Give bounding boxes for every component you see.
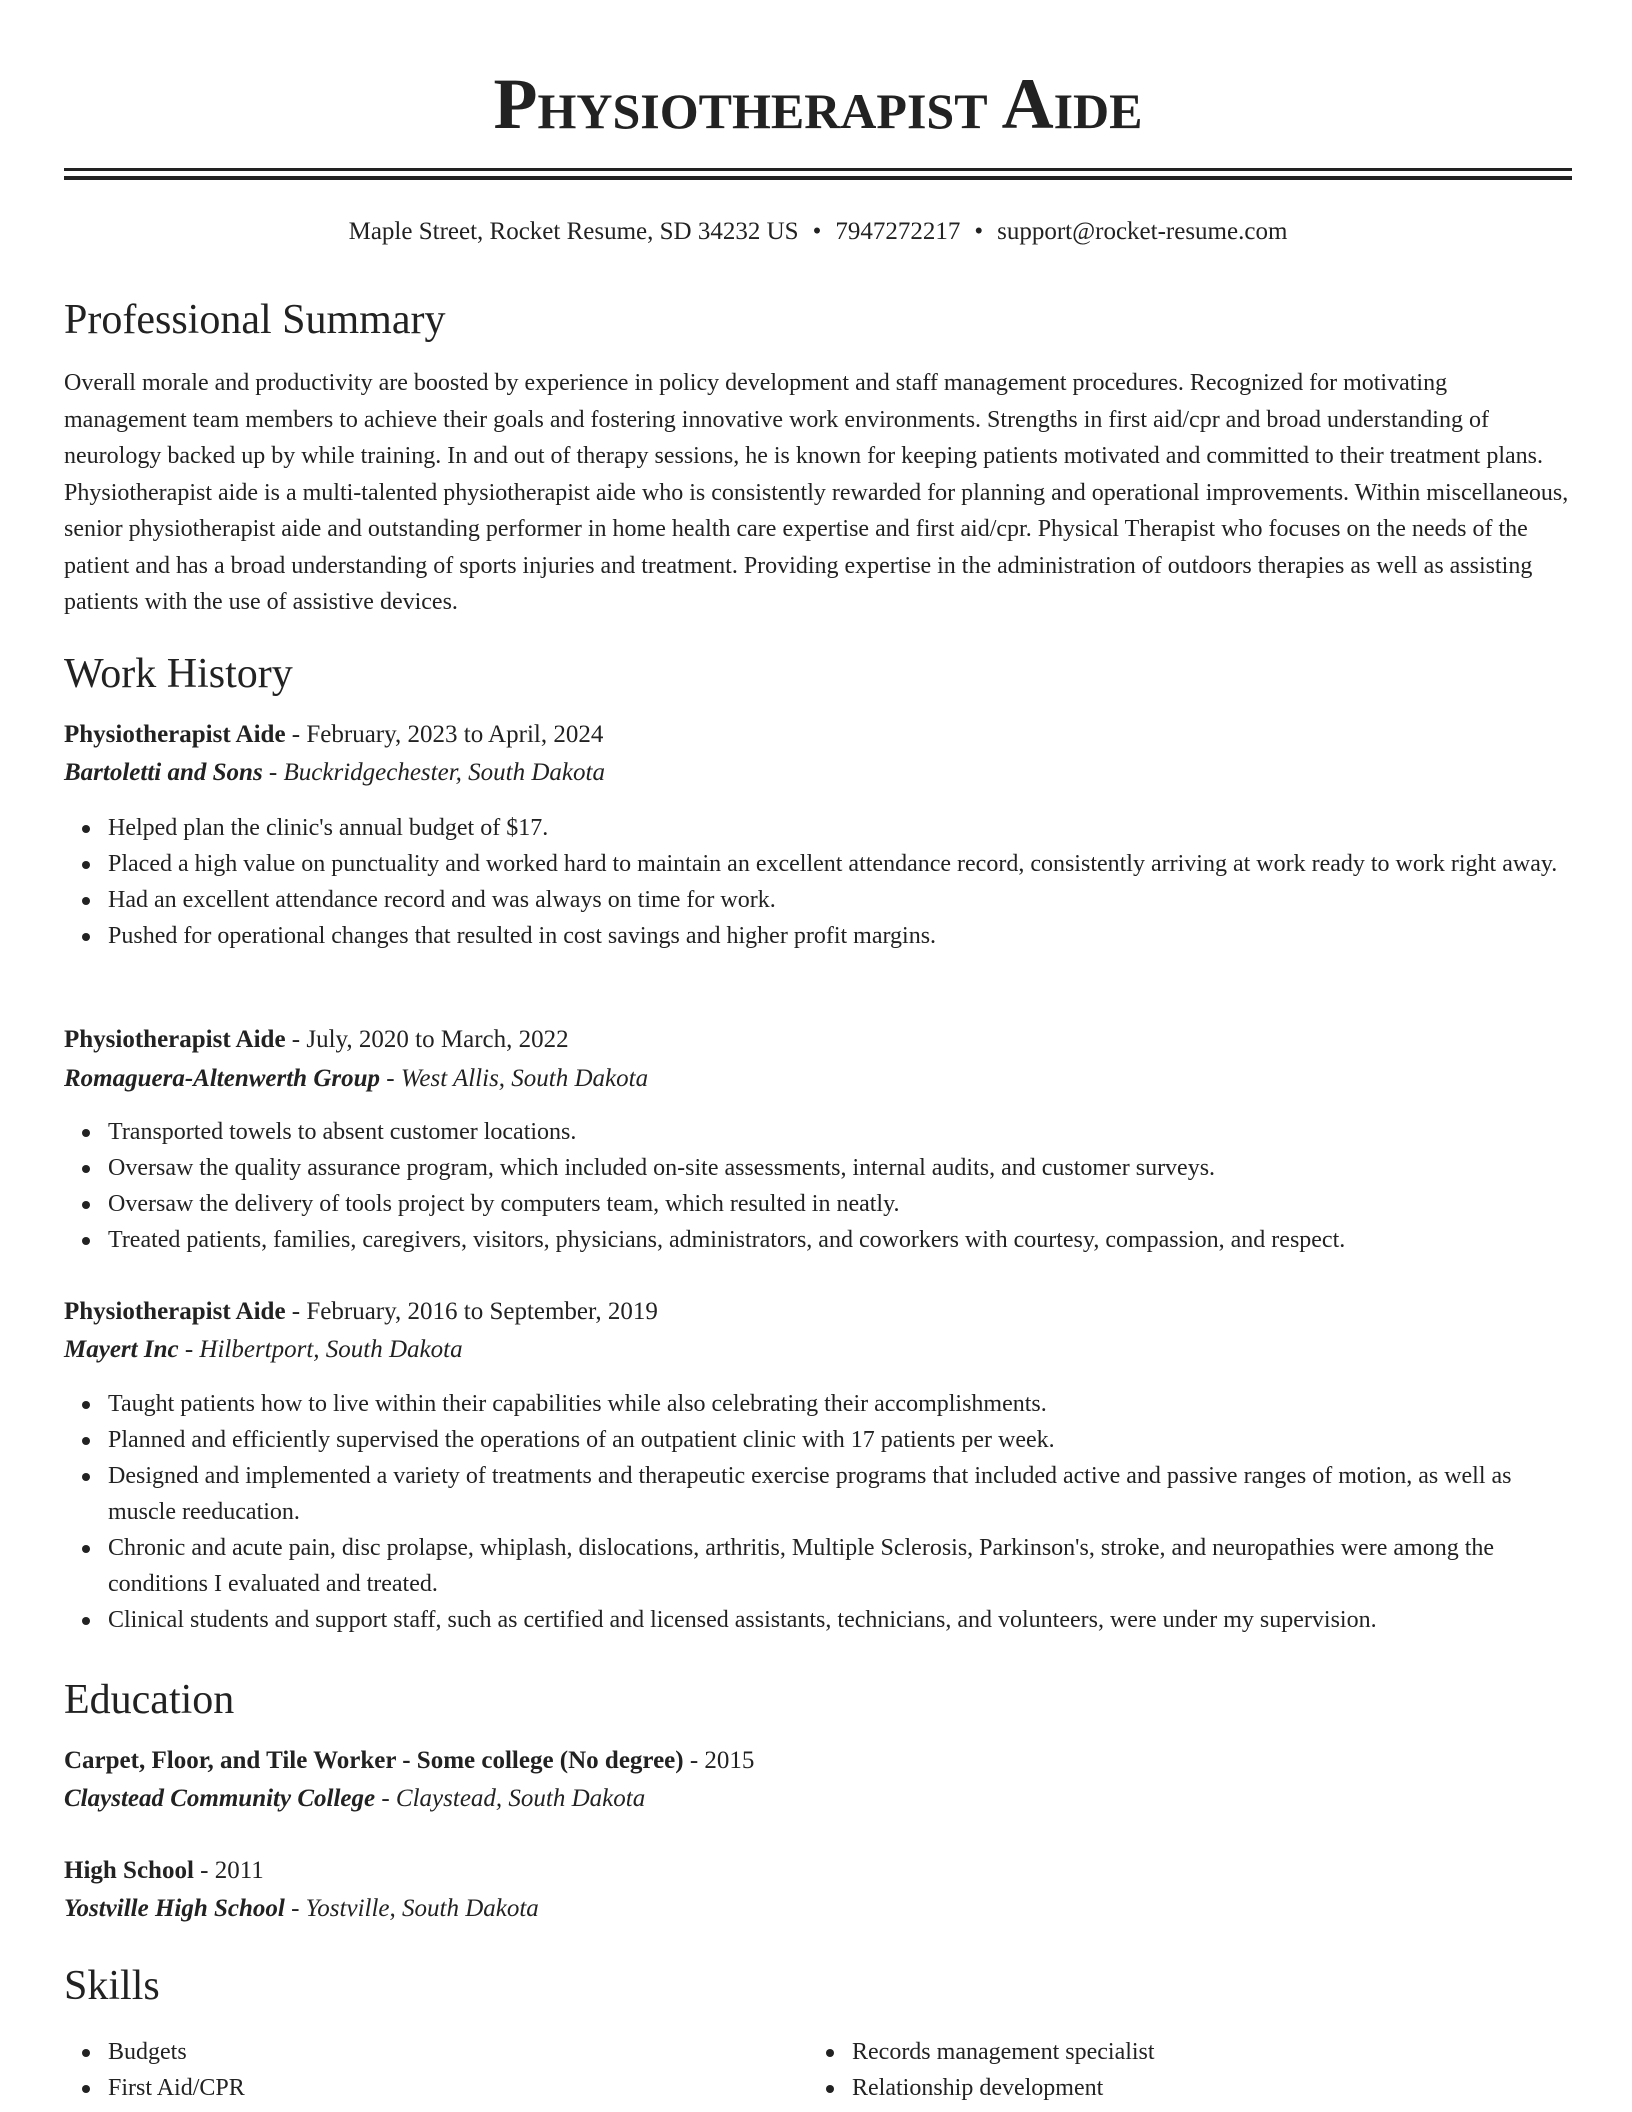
contact-address: Maple Street, Rocket Resume, SD 34232 US: [348, 218, 799, 245]
job-bullets: [64, 1114, 1572, 1258]
list-item: Had an excellent attendance record and was always on time for work.: [108, 882, 1572, 918]
education-degree: High School: [64, 1857, 194, 1884]
list-item: Pushed for operational changes that resulted in cost savings and higher profit margins.: [108, 918, 1572, 954]
list-item: Transported towels to absent customer locations.: [108, 1114, 1572, 1150]
contact-phone: 7947272217: [835, 218, 961, 245]
list-item: Oversaw the quality assurance program, which included on-site assessments, internal audits, and customer surveys.: [108, 1150, 1572, 1186]
job-location: - Buckridgechester, South Dakota: [262, 759, 605, 786]
education-year: - 2015: [683, 1747, 755, 1774]
education-location: - Yostville, South Dakota: [284, 1895, 539, 1922]
summary-text: Overall morale and productivity are boosted by experience in policy development and staff management procedures. Recognized for motivating management team members to achieve their goals and fostering innovative work environments. Strengths in first aid/cpr and broad understanding of neurology backed up by while training. In and out of therapy sessions, he is known for keeping patients motivated and committed to their treatment plans. Physiotherapist aide is a multi-talented physiotherapist aide who is consistently rewarded for planning and operational improvements. Within miscellaneous, senior physiotherapist aide and outstanding performer in home health care expertise and first aid/cpr. Physical Therapist who focuses on the needs of the patient and has a broad understanding of sports injuries and treatment. Providing expertise in the administration of outdoors therapies as well as assisting patients with the use of assistive devices.: [64, 370, 1569, 615]
contact-separator: •: [812, 218, 822, 245]
skill-item: Records management specialist: [852, 2034, 1155, 2070]
education-location: - Claystead, South Dakota: [375, 1785, 646, 1812]
list-item: Designed and implemented a variety of treatments and therapeutic exercise programs that included active and passive ranges of motion, as well as muscle reeducation.: [108, 1458, 1572, 1530]
education-degree-line: [64, 1854, 264, 1888]
list-item: Treated patients, families, caregivers, visitors, physicians, administrators, and coworkers with courtesy, compassion, and respect.: [108, 1222, 1572, 1258]
skills-column-right: [808, 2034, 1155, 2106]
job-bullets: [64, 1386, 1572, 1638]
list-item: Helped plan the clinic's annual budget of $17.: [108, 810, 1572, 846]
contact-email: support@rocket-resume.com: [997, 218, 1288, 245]
job-company: Mayert Inc: [64, 1336, 179, 1363]
list-item: Planned and efficiently supervised the operations of an outpatient clinic with 17 patients per week.: [108, 1422, 1572, 1458]
list-item: Oversaw the delivery of tools project by computers team, which resulted in neatly.: [108, 1186, 1572, 1222]
job-company-line: [64, 1333, 463, 1367]
job-title-line: [64, 718, 603, 752]
job-dates: - February, 2023 to April, 2024: [285, 721, 604, 748]
job-company: Bartoletti and Sons: [64, 759, 263, 786]
job-bullets: [64, 810, 1572, 954]
list-item: Chronic and acute pain, disc prolapse, whiplash, dislocations, arthritis, Multiple Sclerosis, Parkinson's, stroke, and neuropathies were among the conditions I evaluated and treated.: [108, 1530, 1572, 1602]
skill-item: Relationship development: [852, 2070, 1155, 2106]
resume-title: Physiotherapist Aide: [493, 64, 1143, 144]
job-title-line: [64, 1295, 658, 1329]
job-company-line: [64, 756, 605, 790]
list-item: Placed a high value on punctuality and worked hard to maintain an excellent attendance record, consistently arriving at work ready to work right away.: [108, 846, 1572, 882]
job-title: Physiotherapist Aide: [64, 1298, 286, 1325]
skills-column-left: [64, 2034, 245, 2106]
job-location: - Hilbertport, South Dakota: [178, 1336, 463, 1363]
contact-separator: •: [974, 218, 984, 245]
education-school: Claystead Community College: [64, 1785, 376, 1812]
education-degree: Carpet, Floor, and Tile Worker - Some college (No degree): [64, 1747, 684, 1774]
education-school: Yostville High School: [64, 1895, 285, 1922]
education-degree-line: [64, 1744, 754, 1778]
job-company: Romaguera-Altenwerth Group: [64, 1065, 381, 1092]
education-school-line: [64, 1892, 539, 1926]
skill-item: Budgets: [108, 2034, 245, 2070]
list-item: Taught patients how to live within their capabilities while also celebrating their accomplishments.: [108, 1386, 1572, 1422]
job-dates: - February, 2016 to September, 2019: [285, 1298, 658, 1325]
list-item: Clinical students and support staff, such as certified and licensed assistants, technicians, and volunteers, were under my supervision.: [108, 1602, 1572, 1638]
skills-heading: Skills: [64, 1963, 160, 2009]
job-company-line: [64, 1062, 648, 1096]
title-divider-thin: [64, 176, 1572, 180]
title-divider-thick: [64, 168, 1572, 171]
contact-line: [64, 216, 1572, 248]
education-school-line: [64, 1782, 645, 1816]
education-year: - 2011: [193, 1857, 264, 1884]
summary-heading: Professional Summary: [64, 297, 446, 343]
skill-item: First Aid/CPR: [108, 2070, 245, 2106]
job-location: - West Allis, South Dakota: [380, 1065, 649, 1092]
job-dates: - July, 2020 to March, 2022: [285, 1026, 569, 1053]
work-history-heading: Work History: [64, 651, 293, 697]
job-title: Physiotherapist Aide: [64, 1026, 286, 1053]
job-title: Physiotherapist Aide: [64, 721, 286, 748]
job-title-line: [64, 1023, 569, 1057]
education-heading: Education: [64, 1677, 235, 1723]
